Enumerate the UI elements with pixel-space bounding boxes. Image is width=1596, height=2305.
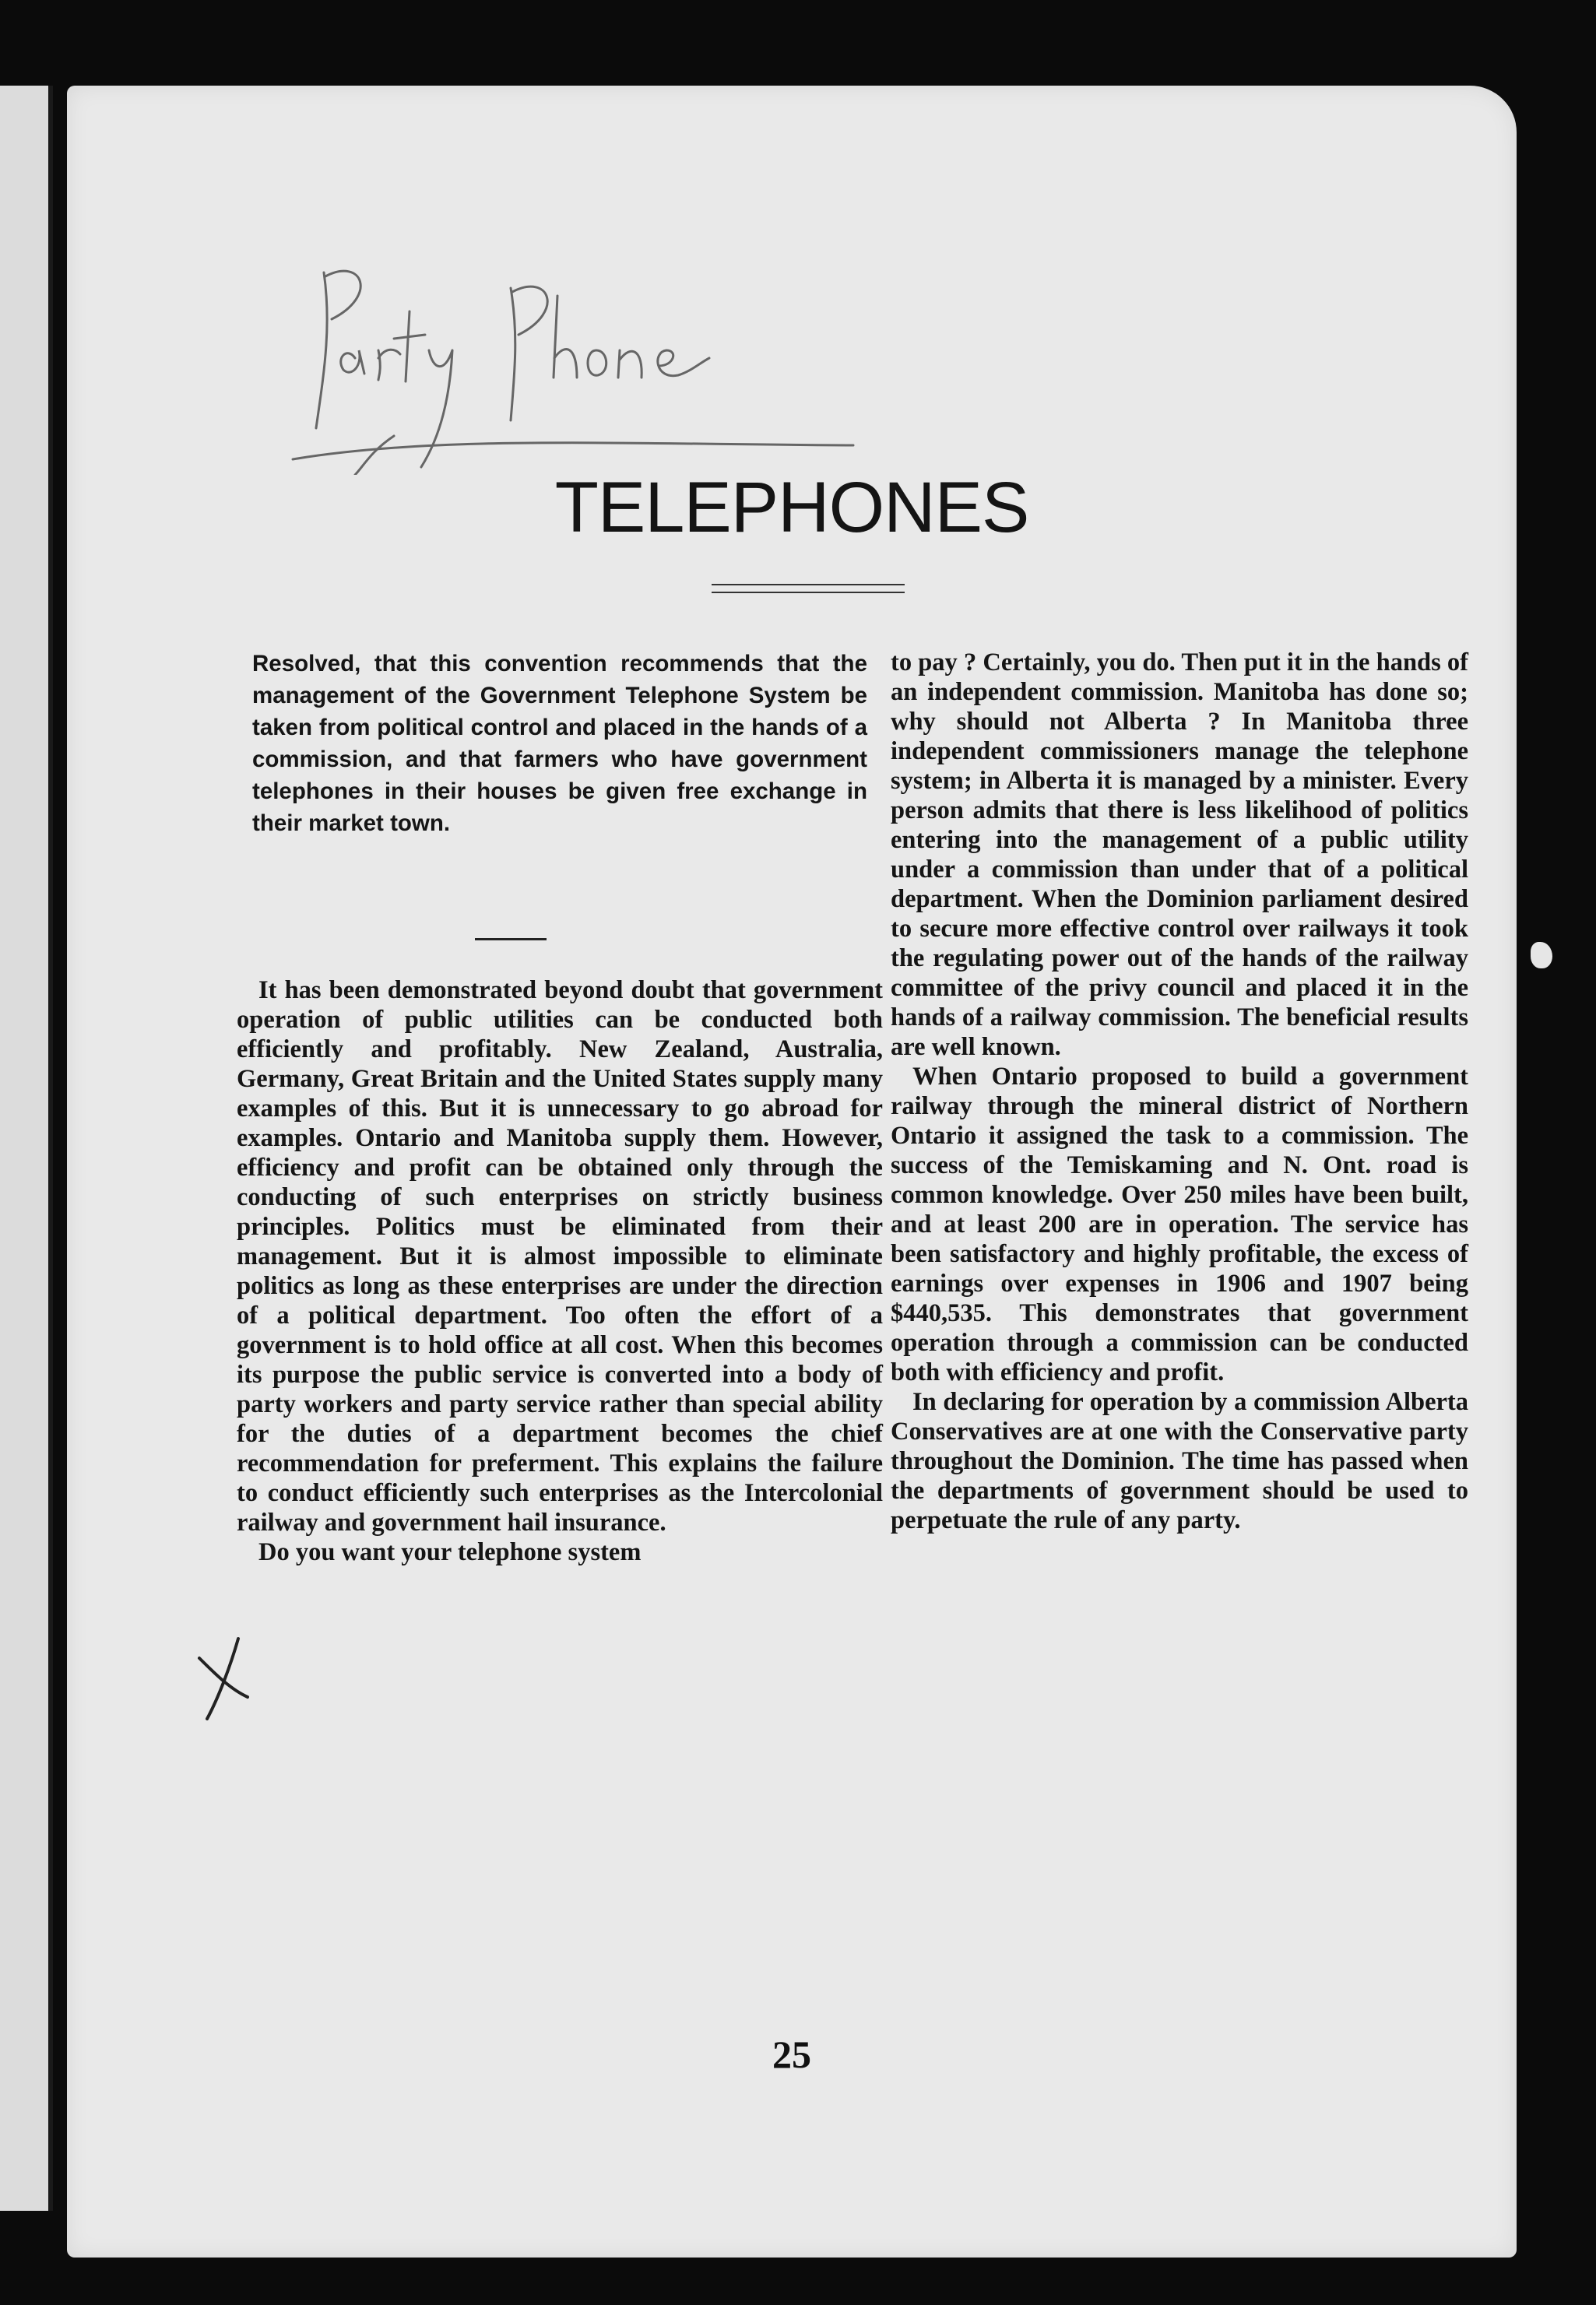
section-divider (475, 938, 547, 940)
document-page (67, 86, 1517, 2258)
page-title: TELEPHONES (554, 468, 1029, 547)
right-paragraph-1: to pay ? Certainly, you do. Then put it in the hands of an independent commission. Manitoba has done so; why should not Alberta ? In Manitoba three independent commissioners manage the telephone system; in Alberta it is managed by a minister. Every person admits that there is less likelihood of politics entering into the management of a public utility under a commission than under that of a political department. When the Dominion parliament desired to secure more effective control over railways it took the regulating power out of the hands of the railway committee of the privy council and placed it in the hands of a railway commission. The beneficial results are well known. (891, 648, 1468, 1061)
resolution-text: Resolved, that this convention recommends that the management of the Government Telephone System be taken from political control and placed in the hands of a commission, and that farmers who have government telephones in their houses be given free exchange in their market town. (252, 651, 867, 836)
right-paragraph-3: In declaring for operation by a commission Alberta Conservatives are at one with the Conservative party throughout the Dominion. The time has passed when the departments of government should be used to perpetuate the rule of any party. (891, 1388, 1468, 1534)
handwritten-annotation (277, 241, 869, 475)
handwritten-x-mark (192, 1635, 254, 1720)
title-divider (712, 584, 905, 593)
left-paragraph-1: It has been demonstrated beyond doubt that government operation of public utilities can be conducted both efficiently and profitably. New Zealand, Australia, Germany, Great Britain and the United States supply many examples of this. But it is unnecessary to go abroad for examples. Ontario and Manitoba supply them. However, efficiency and profit can be obtained only through the conducting of such enterprises on strictly business principles. Politics must be eliminated from their management. But it is almost impossible to eliminate politics as long as these enterprises are under the direction of a political department. Too often the effort of a government is to hold office at all cost. When this becomes its purpose the public service is converted into a body of party workers and party service rather than special ability for the duties of a department becomes the chief recommendation for preferment. This explains the failure to conduct efficiently such enterprises as the Intercolonial railway and government hail insurance. (237, 976, 883, 1537)
right-column (891, 648, 1468, 1535)
handwritten-note-text (293, 265, 867, 373)
left-paragraph-2: Do you want your telephone system (258, 1538, 642, 1566)
page-number: 25 (772, 2033, 811, 2076)
adjacent-page-edge (0, 86, 53, 2211)
right-paragraph-2: When Ontario proposed to build a government railway through the mineral district of Northern Ontario it assigned the task to a commission. The success of the Temiskaming and N. Ont. road is common knowledge. Over 250 miles have been built, and at least 200 are in operation. The service has been satisfactory and highly profitable, the excess of earnings over expenses in 1906 and 1907 being $440,535. This demonstrates that government operation through a commission can be conducted both with efficiency and profit. (891, 1063, 1468, 1386)
scan-speck (1531, 942, 1552, 968)
left-column (237, 975, 883, 1567)
